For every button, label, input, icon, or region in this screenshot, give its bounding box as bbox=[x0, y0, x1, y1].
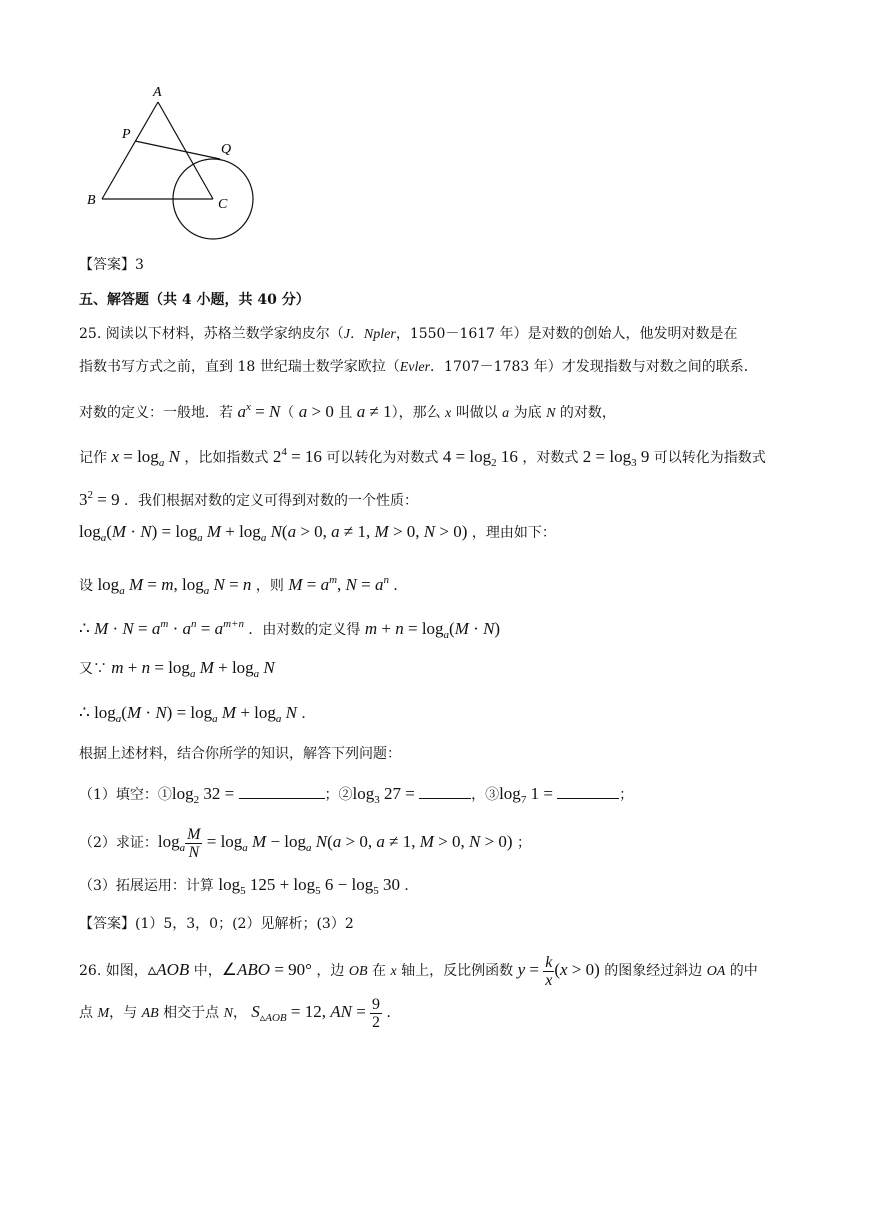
q25-definition: 对数的定义：一般地．若 $a^x = N$（ a > 0 且 a ≠ 1），那么 x 叫做以 a 为底 N 的对数， bbox=[79, 401, 616, 421]
q25-line2: 指数书写方式之前，直到 18 世纪瑞士数学家欧拉（Evler．1707－1783 年）才发现指数与对数之间的联系． bbox=[79, 359, 758, 375]
side-ac bbox=[158, 102, 213, 199]
blank-1[interactable] bbox=[239, 784, 325, 799]
label-q: Q bbox=[221, 142, 232, 157]
q25-conclusion: ∴ $\log_a(M \cdot N) = \log_a M + \log_a N$ ． bbox=[79, 703, 316, 725]
q25-line1: 25. 阅读以下材料，苏格兰数学家纳皮尔（J．Npler，1550－1617 年）是对数的创始人，他发明对数是在 bbox=[79, 326, 738, 342]
q25-answer: 【答案】(1）5，3，0；(2）见解析；(3）2 bbox=[79, 916, 354, 932]
label-p: P bbox=[122, 127, 131, 142]
label-c: C bbox=[218, 197, 228, 212]
label-b: B bbox=[87, 193, 96, 208]
section-title: 五、解答题（共 4 小题，共 40 分） bbox=[79, 292, 310, 308]
q25-ask: 根据上述材料，结合你所学的知识，解答下列问题： bbox=[79, 746, 401, 762]
q25-part1: （1）填空：$①\log_2$ 32 = ；$②\log_3$ 27 = ，$③\log_7$ 1 = ； bbox=[79, 784, 634, 806]
blank-2[interactable] bbox=[419, 784, 471, 799]
label-a: A bbox=[153, 85, 162, 100]
q26-line1: 26. 如图，▵AOB 中，∠ABO = 90° ，边 OB 在 x 轴上，反比例函数 y = $\frac{k}{x}$ (x > 0) 的图象经过斜边 OA 的中 bbox=[79, 953, 758, 989]
q25-set: 设 $\log_a M = m$, $\log_a N = n$ ，则 $M = a^m$, $N = a^n$ ． bbox=[79, 574, 408, 597]
q25-step1: ∴ $M \cdot N = a^m \cdot a^n = a^{m+n}$ ．由对数的定义得 $m + n = \log_a(M \cdot N)$ bbox=[79, 618, 501, 641]
q25-part2: （2）求证：$\log_a$ $\frac{M}{N}$ = $\log_a M - \log_a N(a > 0$, a ≠ 1, M > 0, N > 0) ； bbox=[79, 825, 532, 861]
side-ab bbox=[102, 102, 158, 199]
q25-notation: 记作 $x = \log_a N$ ，比如指数式 $2^4 = 16$ 可以转化为对数式 $4 = \log_2 16$ ，对数式 $2 = \log_3 9$ 可以转化为指数式 bbox=[79, 446, 766, 469]
q25-property: $\log_a(M \cdot N) = \log_a M + \log_a N(a > 0$, a ≠ 1, M > 0, N > 0) ，理由如下： bbox=[79, 522, 556, 544]
triangle-circle-figure bbox=[80, 80, 270, 250]
answer-24: 【答案】3 bbox=[79, 257, 144, 273]
q25-notation-2: $3^2 = 9$ ．我们根据对数的定义可得到对数的一个性质： bbox=[79, 489, 419, 509]
q26-line2: 点 M，与 AB 相交于点 N， $S_{▵AOB} = 12$, AN = $\frac{9}{2}$ ． bbox=[79, 995, 401, 1031]
q25-step2: 又∵ $m + n = \log_a M + \log_a N$ bbox=[79, 658, 275, 680]
q25-part3: （3）拓展运用：计算 $\log_5 125 + \log_5 6 - \log_5 30$ ． bbox=[79, 875, 419, 897]
blank-3[interactable] bbox=[557, 784, 619, 799]
segment-pq bbox=[135, 141, 220, 159]
